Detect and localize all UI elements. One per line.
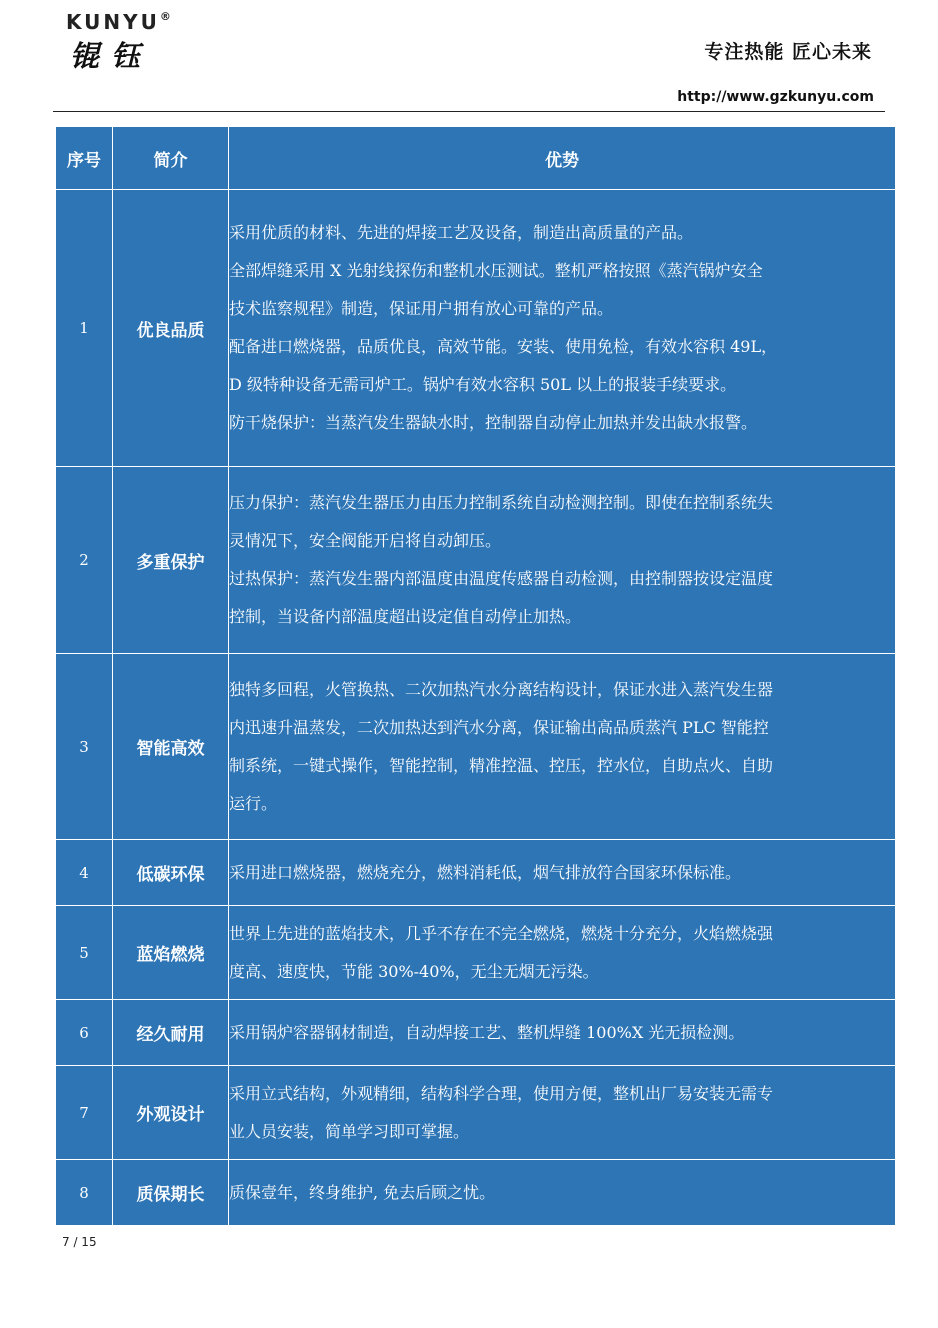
row-description [229, 1066, 896, 1160]
table-row [56, 840, 896, 906]
row-title: 智能高效 [113, 654, 229, 840]
description-line: 全部焊缝采用 X 光射线探伤和整机水压测试。整机严格按照《蒸汽锅炉安全 [229, 261, 763, 280]
description-line: 控制，当设备内部温度超出设定值自动停止加热。 [229, 607, 582, 626]
header-rule [53, 111, 885, 112]
row-description [229, 1160, 896, 1226]
table-row [56, 467, 896, 654]
row-description [229, 840, 896, 906]
row-description [229, 654, 896, 840]
table-row [56, 190, 896, 467]
header-advantage: 优势 [229, 127, 896, 190]
table-header-row [56, 127, 896, 190]
row-description [229, 906, 896, 1000]
description-line: 技术监察规程》制造，保证用户拥有放心可靠的产品。 [229, 299, 614, 318]
description-line: 度高、速度快，节能 30%-40%，无尘无烟无污染。 [229, 961, 599, 981]
page-header [0, 0, 938, 120]
row-title: 蓝焰燃烧 [113, 906, 229, 1000]
description-line: 配备进口燃烧器，品质优良，高效节能。安装、使用免检，有效水容积 49L， [229, 337, 778, 356]
row-title: 外观设计 [113, 1066, 229, 1160]
row-number: 3 [56, 654, 113, 840]
row-number: 8 [56, 1160, 113, 1226]
row-description [229, 1000, 896, 1066]
description-line: 制系统，一键式操作，智能控制，精准控温、控压，控水位，自助点火、自助 [229, 755, 774, 775]
row-title: 优良品质 [113, 190, 229, 467]
description-line: D 级特种设备无需司炉工。锅炉有效水容积 50L 以上的报装手续要求。 [229, 375, 737, 394]
row-number: 4 [56, 840, 113, 906]
table-row [56, 1000, 896, 1066]
description-line: 采用立式结构，外观精细，结构科学合理，使用方便，整机出厂易安装无需专 [229, 1083, 774, 1103]
slogan: 专注热能 匠心未来 [704, 41, 872, 63]
row-number: 2 [56, 467, 113, 654]
table-row [56, 654, 896, 840]
description-line: 灵情况下，安全阀能开启将自动卸压。 [229, 531, 502, 550]
header-number: 序号 [56, 127, 113, 190]
row-title: 低碳环保 [113, 840, 229, 906]
description-line: 运行。 [229, 793, 278, 813]
row-number: 7 [56, 1066, 113, 1160]
row-number: 5 [56, 906, 113, 1000]
header-title: 简介 [113, 127, 229, 190]
table-row [56, 1160, 896, 1226]
table-row [56, 906, 896, 1000]
description-line: 独特多回程，火管换热、二次加热汽水分离结构设计，保证水进入蒸汽发生器 [229, 679, 774, 699]
description-line: 采用优质的材料、先进的焊接工艺及设备，制造出高质量的产品。 [229, 223, 694, 242]
feature-table [55, 126, 896, 1226]
logo-wordmark: KUNYU® [66, 10, 171, 34]
row-title: 经久耐用 [113, 1000, 229, 1066]
description-line: 内迅速升温蒸发，二次加热达到汽水分离，保证输出高品质蒸汽 PLC 智能控 [229, 717, 769, 737]
row-title: 多重保护 [113, 467, 229, 654]
description-line: 压力保护：蒸汽发生器压力由压力控制系统自动检测控制。即使在控制系统失 [229, 493, 774, 512]
description-line: 质保壹年，终身维护, 免去后顾之忧。 [229, 1182, 496, 1202]
row-number: 1 [56, 190, 113, 467]
description-line: 采用锅炉容器钢材制造，自动焊接工艺、整机焊缝 100%X 光无损检测。 [229, 1022, 745, 1042]
row-description [229, 467, 896, 654]
website-url[interactable]: http://www.gzkunyu.com [677, 89, 874, 105]
description-line: 防干烧保护：当蒸汽发生器缺水时，控制器自动停止加热并发出缺水报警。 [229, 413, 758, 432]
description-line: 世界上先进的蓝焰技术，几乎不存在不完全燃烧，燃烧十分充分，火焰燃烧强 [229, 923, 774, 943]
description-line: 过热保护：蒸汽发生器内部温度由温度传感器自动检测，由控制器按设定温度 [229, 569, 774, 588]
row-description [229, 190, 896, 467]
description-line: 采用进口燃烧器，燃烧充分，燃料消耗低，烟气排放符合国家环保标准。 [229, 862, 742, 882]
description-line: 业人员安装，简单学习即可掌握。 [229, 1121, 470, 1141]
logo-chinese: 锟钰 [70, 39, 153, 73]
table-row [56, 1066, 896, 1160]
page-number: 7 / 15 [62, 1235, 97, 1249]
row-number: 6 [56, 1000, 113, 1066]
row-title: 质保期长 [113, 1160, 229, 1226]
